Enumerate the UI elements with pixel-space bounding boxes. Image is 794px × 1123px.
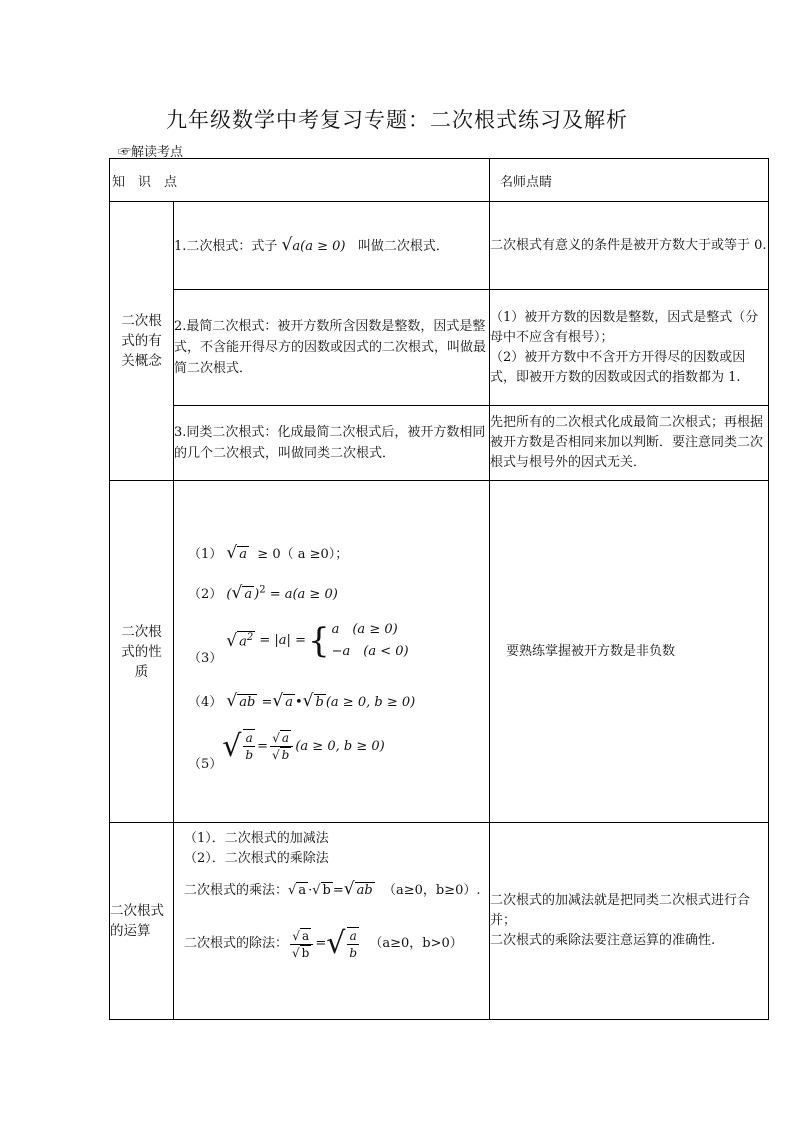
knowledge-cell: 2.最简二次根式：被开方数所含因数是整数，因式是整式，不含能开得尽方的因数或因式的二次根式，叫做最简二次根式． [174,290,490,406]
note-cell: （1）被开方数的因数是整数，因式是整式（分母中不应含有根号）； （2）被开方数中不含开方开得尽的因数或因式，即被开方数的因数或因式的指数都为 1. [490,290,769,406]
note-cell: 二次根式的加减法就是把同类二次根式进行合并； 二次根式的乘除法要注意运算的准确性. [490,823,769,1020]
note-cell: 要熟练掌握被开方数是非负数 [490,481,769,823]
section-subtitle: ☞解读考点 [118,145,184,160]
category-operation: 二次根式 的运算 [110,823,174,1020]
note-cell: 二次根式有意义的条件是被开方数大于或等于 0. [490,202,769,290]
property-item-5: （5） √ $\frac{a}{b}$ = $\frac{√ a}{√ b}$ (a ≥ 0, b ≥ 0) [188,728,385,772]
table-row [110,823,769,1020]
category-property: 二次根 式的性 质 [110,481,174,823]
table-row [110,481,769,823]
table-row [110,406,769,481]
property-item-3: （3） √ $a^2$ = |a| = { a (a ≥ 0) −a (a < 0) [188,620,409,666]
note-cell: 先把所有的二次根式化成最简二次根式；再根据被开方数是否相同来加以判断．要注意同类二次根式与根号外的因式无关． [490,406,769,481]
division-rule: 二次根式的除法： $\frac{√ a}{√ b}$ = √ $\frac{a}{b}$ （a≥0，b>0） [184,926,463,961]
knowledge-cell: 1.二次根式：式子 √a(a ≥ 0) 叫做二次根式． [174,202,490,290]
sqrt-symbol: √ [281,234,293,255]
property-formulas [174,481,490,823]
category-concept: 二次根 式的有 关概念 [110,202,174,481]
table-row [110,202,769,290]
header-knowledge: 知 识 点 [110,159,490,202]
table-row [110,290,769,406]
multiplication-rule: 二次根式的乘法：√ a ·√ b =√ ab （a≥0，b≥0）. [184,879,481,899]
knowledge-cell: 3.同类二次根式：化成最简二次根式后，被开方数相同的几个二次根式，叫做同类二次根式． [174,406,490,481]
formula: a(a ≥ 0) [292,238,346,254]
knowledge-table [109,158,769,1020]
operation-content: （1）．二次根式的加减法 （2）．二次根式的乘除法 二次根式的乘法：√ a ·√ b =√ ab （a≥0，b≥0）. 二次根式的除法： $\frac{√ a}{√ b}$ = √ $\frac{a}{b}$ （a≥0，b>0） [174,823,490,1020]
property-item-2: （2） (√ a )$^2$ = a(a ≥ 0) [188,582,338,603]
table-header-row [110,159,769,202]
header-teacher-note: 名师点睛 [490,159,769,202]
property-item-1: （1） √ a ≥ 0（ a ≥0）； [188,542,349,563]
page-title: 九年级数学中考复习专题：二次根式练习及解析 [166,108,628,132]
property-item-4: （4） √ ab =√ a •√ b (a ≥ 0, b ≥ 0) [188,690,416,711]
